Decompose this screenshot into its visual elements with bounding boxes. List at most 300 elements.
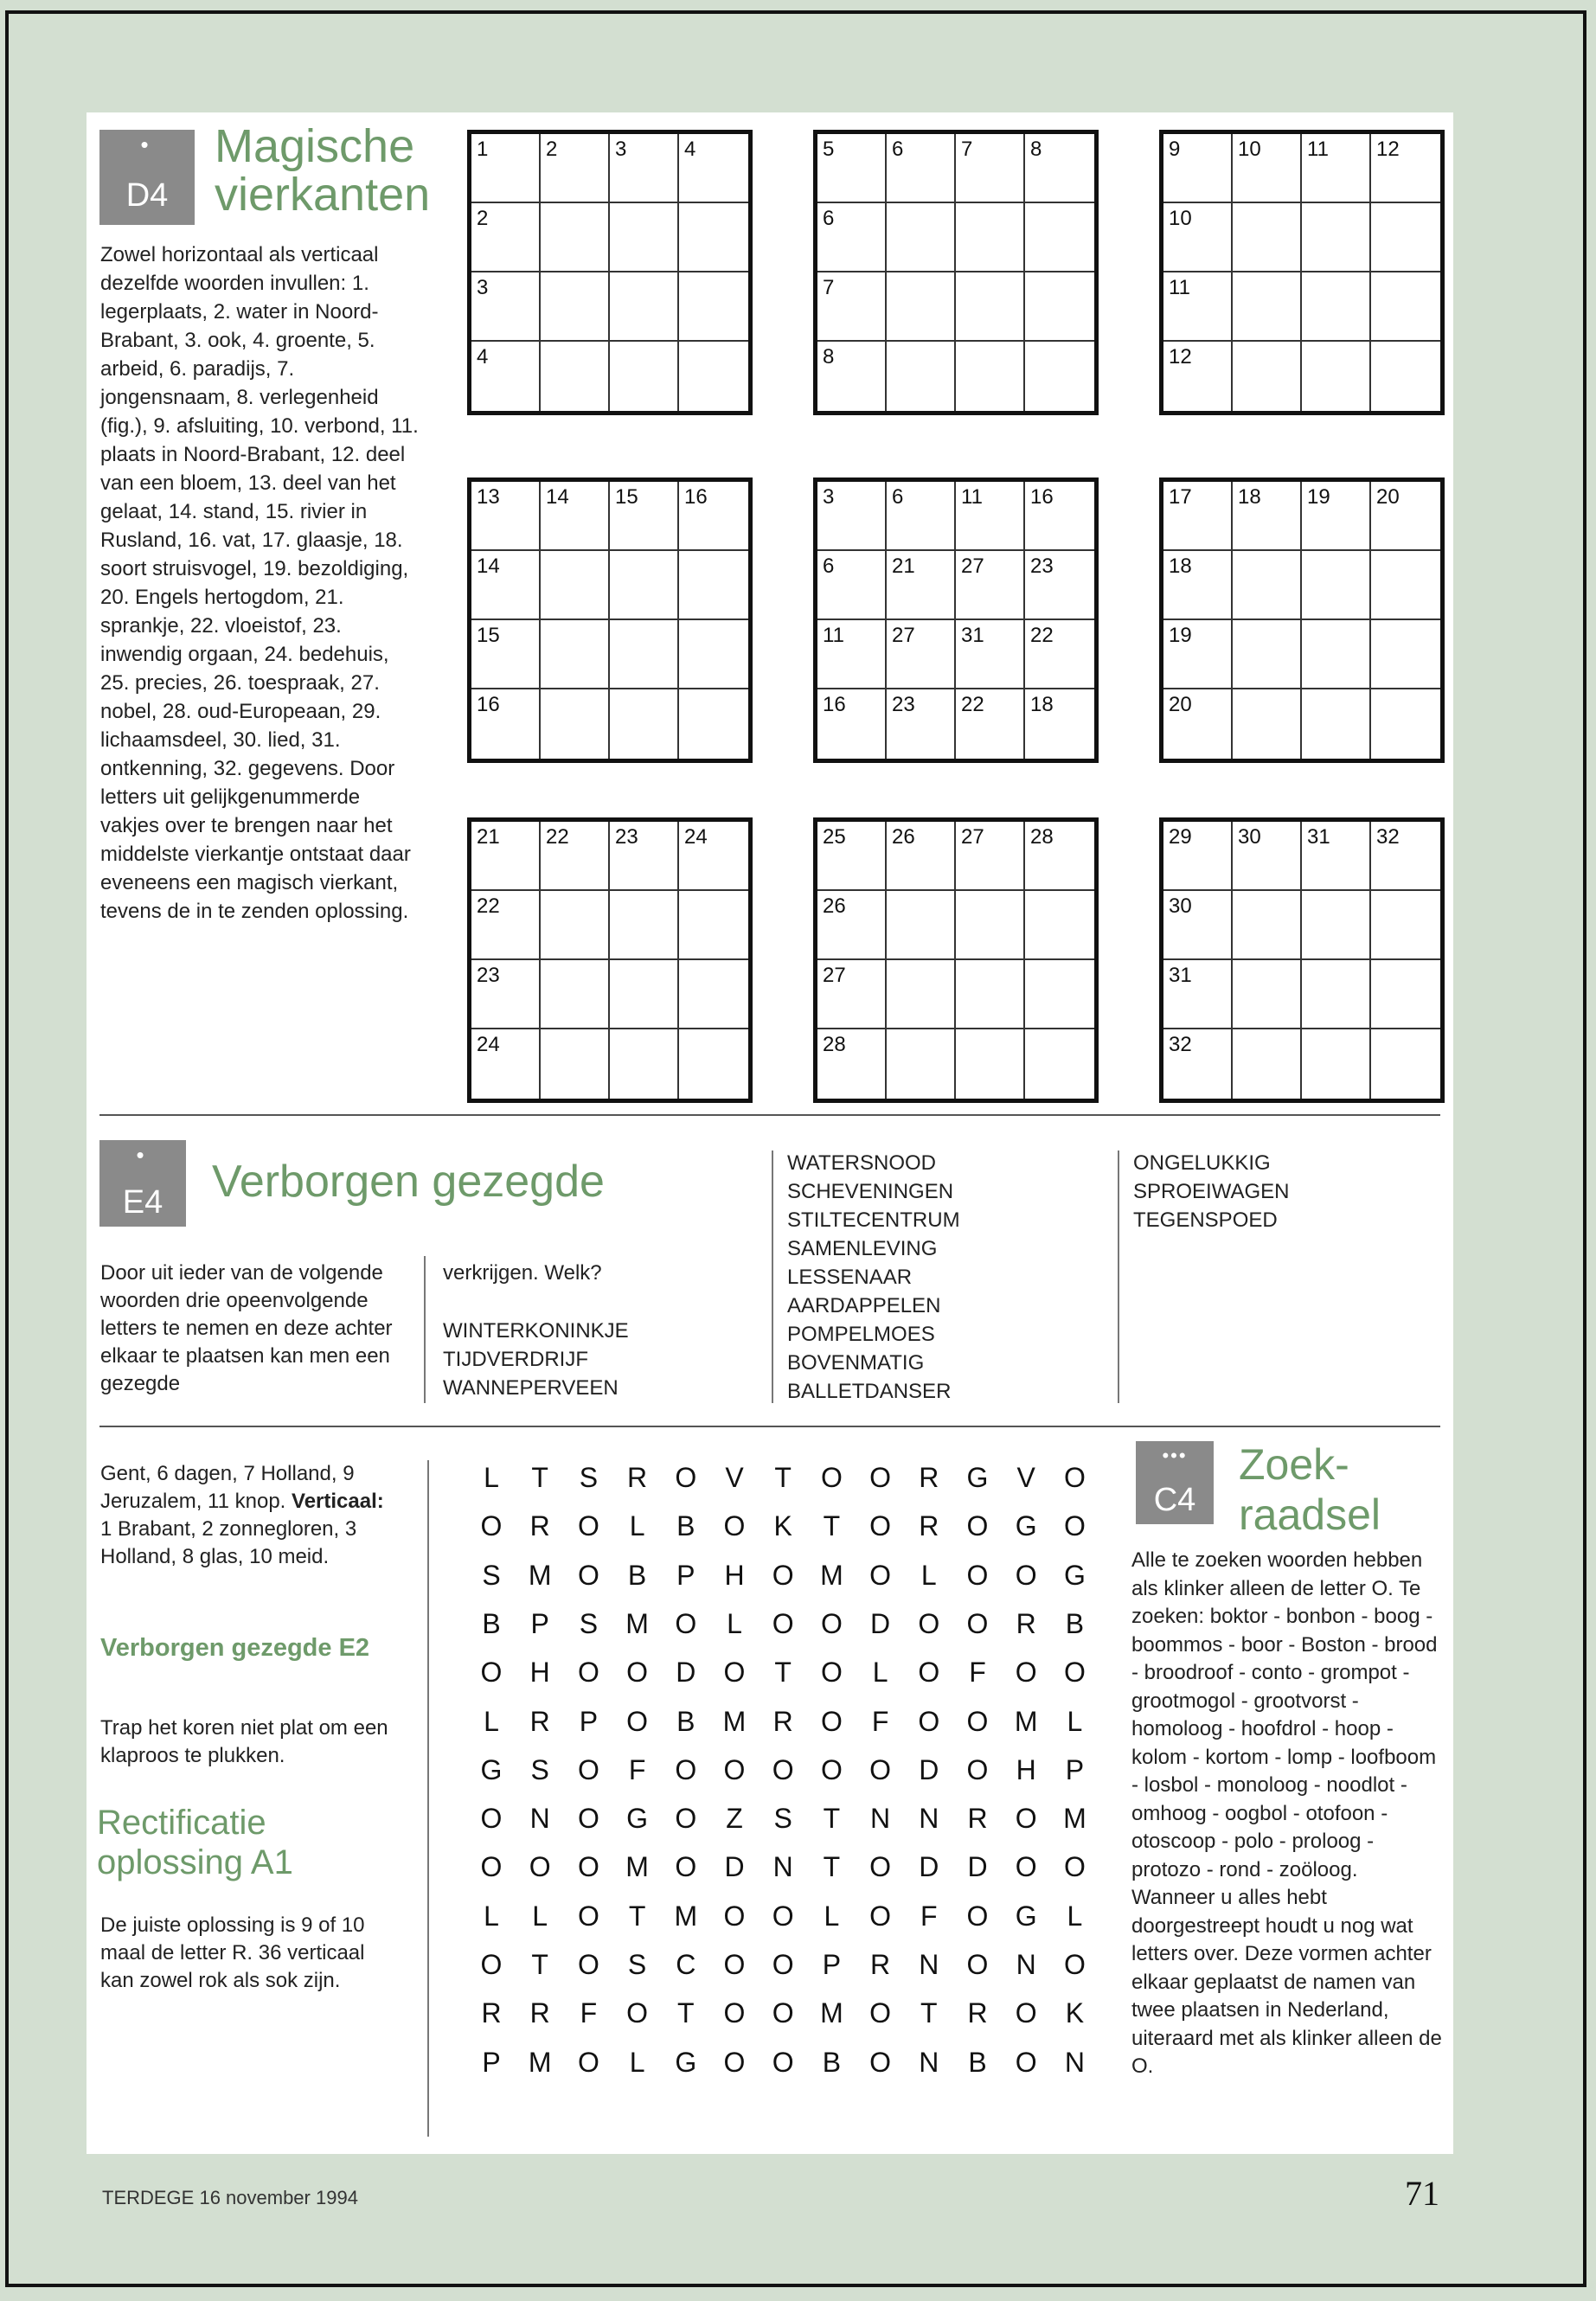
wordsearch-letter[interactable]: T — [677, 1997, 695, 2029]
grid-cell[interactable] — [956, 822, 1025, 891]
grid-cell[interactable] — [1025, 891, 1094, 960]
wordsearch-letter[interactable]: O — [577, 1851, 599, 1883]
wordsearch-letter[interactable]: O — [626, 1657, 649, 1689]
grid-cell[interactable] — [610, 891, 679, 960]
wordsearch-letter[interactable]: T — [628, 1900, 646, 1932]
wordsearch-letter[interactable]: B — [482, 1607, 501, 1639]
wordsearch-letter[interactable]: F — [920, 1900, 938, 1932]
wordsearch-letter[interactable]: O — [966, 1900, 989, 1932]
wordsearch-letter[interactable]: L — [1067, 1705, 1083, 1737]
grid-cell[interactable] — [1025, 482, 1094, 551]
grid-cell[interactable] — [1025, 689, 1094, 759]
grid-cell[interactable] — [1163, 620, 1233, 689]
wordsearch-letter[interactable]: D — [919, 1753, 939, 1785]
grid-cell[interactable] — [679, 689, 748, 759]
wordsearch-letter[interactable]: R — [919, 1462, 939, 1493]
grid-cell[interactable] — [679, 272, 748, 342]
wordsearch-letter[interactable]: L — [484, 1462, 499, 1493]
wordsearch-letter[interactable]: O — [820, 1753, 843, 1785]
wordsearch-letter[interactable]: T — [823, 1851, 841, 1883]
grid-cell[interactable] — [610, 822, 679, 891]
grid-cell[interactable] — [887, 342, 956, 411]
grid-cell[interactable] — [887, 620, 956, 689]
grid-cell[interactable] — [1163, 891, 1233, 960]
grid-cell[interactable] — [471, 203, 541, 272]
wordsearch-letter[interactable]: V — [1016, 1462, 1035, 1493]
wordsearch-letter[interactable]: O — [577, 2046, 599, 2078]
grid-cell[interactable] — [1371, 689, 1440, 759]
grid-cell[interactable] — [817, 620, 887, 689]
grid-cell[interactable] — [817, 134, 887, 203]
wordsearch-letter[interactable]: O — [577, 1657, 599, 1689]
wordsearch-letter[interactable]: O — [966, 1949, 989, 1980]
grid-cell[interactable] — [541, 960, 610, 1029]
wordsearch-letter[interactable]: O — [577, 1753, 599, 1785]
wordsearch-letter[interactable]: O — [772, 1900, 794, 1932]
grid-cell[interactable] — [1025, 342, 1094, 411]
wordsearch-letter[interactable]: O — [966, 1559, 989, 1591]
wordsearch-letter[interactable]: O — [675, 1753, 697, 1785]
grid-cell[interactable] — [1233, 134, 1302, 203]
wordsearch-letter[interactable]: O — [480, 1851, 503, 1883]
grid-cell[interactable] — [1302, 203, 1371, 272]
grid-cell[interactable] — [541, 342, 610, 411]
wordsearch-letter[interactable]: L — [872, 1657, 888, 1689]
wordsearch-letter[interactable]: O — [1063, 1657, 1086, 1689]
grid-cell[interactable] — [956, 1029, 1025, 1099]
wordsearch-letter[interactable]: K — [773, 1510, 792, 1542]
grid-cell[interactable] — [1233, 689, 1302, 759]
wordsearch-letter[interactable]: O — [772, 1753, 794, 1785]
wordsearch-letter[interactable]: N — [529, 1803, 550, 1835]
wordsearch-letter[interactable]: P — [482, 2046, 501, 2078]
grid-cell[interactable] — [1302, 822, 1371, 891]
grid-cell[interactable] — [471, 134, 541, 203]
grid-cell[interactable] — [1163, 822, 1233, 891]
grid-cell[interactable] — [1302, 272, 1371, 342]
grid-cell[interactable] — [956, 620, 1025, 689]
grid-cell[interactable] — [1025, 551, 1094, 620]
wordsearch-letter[interactable]: G — [1015, 1900, 1037, 1932]
wordsearch-letter[interactable]: O — [820, 1657, 843, 1689]
grid-cell[interactable] — [817, 342, 887, 411]
grid-cell[interactable] — [471, 272, 541, 342]
grid-cell[interactable] — [1163, 272, 1233, 342]
grid-cell[interactable] — [1163, 1029, 1233, 1099]
wordsearch-letter[interactable]: O — [869, 1462, 892, 1493]
grid-cell[interactable] — [610, 1029, 679, 1099]
grid-cell[interactable] — [817, 551, 887, 620]
wordsearch-letter[interactable]: T — [823, 1803, 841, 1835]
wordsearch-letter[interactable]: O — [480, 1949, 503, 1980]
grid-cell[interactable] — [610, 272, 679, 342]
grid-cell[interactable] — [1371, 342, 1440, 411]
grid-cell[interactable] — [1371, 134, 1440, 203]
grid-cell[interactable] — [471, 482, 541, 551]
grid-cell[interactable] — [817, 689, 887, 759]
wordsearch-letter[interactable]: S — [482, 1559, 501, 1591]
grid-cell[interactable] — [1371, 272, 1440, 342]
wordsearch-letter[interactable]: L — [920, 1559, 937, 1591]
wordsearch-letter[interactable]: O — [1015, 1559, 1037, 1591]
grid-cell[interactable] — [471, 342, 541, 411]
grid-cell[interactable] — [541, 689, 610, 759]
wordsearch-letter[interactable]: T — [774, 1657, 792, 1689]
grid-cell[interactable] — [1371, 620, 1440, 689]
wordsearch-letter[interactable]: S — [579, 1462, 599, 1493]
wordsearch-letter[interactable]: O — [1015, 1657, 1037, 1689]
wordsearch-letter[interactable]: R — [481, 1997, 502, 2029]
grid-cell[interactable] — [471, 620, 541, 689]
wordsearch-letter[interactable]: O — [1063, 1949, 1086, 1980]
wordsearch-letter[interactable]: O — [966, 1753, 989, 1785]
wordsearch-letter[interactable]: O — [772, 2046, 794, 2078]
wordsearch-letter[interactable]: L — [484, 1705, 499, 1737]
wordsearch-letter[interactable]: L — [824, 1900, 840, 1932]
wordsearch-letter[interactable]: V — [725, 1462, 744, 1493]
wordsearch-letter[interactable]: N — [772, 1851, 793, 1883]
grid-cell[interactable] — [1233, 891, 1302, 960]
wordsearch-letter[interactable]: L — [629, 2046, 645, 2078]
grid-cell[interactable] — [887, 822, 956, 891]
wordsearch-letter[interactable]: O — [480, 1510, 503, 1542]
grid-cell[interactable] — [956, 134, 1025, 203]
wordsearch-letter[interactable]: O — [577, 1949, 599, 1980]
grid-cell[interactable] — [471, 1029, 541, 1099]
wordsearch-letter[interactable]: H — [724, 1559, 745, 1591]
grid-cell[interactable] — [817, 960, 887, 1029]
wordsearch-letter[interactable]: M — [528, 1559, 552, 1591]
wordsearch-letter[interactable]: N — [1016, 1949, 1036, 1980]
grid-cell[interactable] — [541, 203, 610, 272]
grid-cell[interactable] — [610, 482, 679, 551]
grid-cell[interactable] — [1371, 482, 1440, 551]
wordsearch-letter[interactable]: T — [920, 1997, 938, 2029]
wordsearch-letter[interactable]: C — [676, 1949, 696, 1980]
grid-cell[interactable] — [1163, 134, 1233, 203]
wordsearch-letter[interactable]: P — [822, 1949, 842, 1980]
wordsearch-letter[interactable]: R — [919, 1510, 939, 1542]
wordsearch-letter[interactable]: G — [626, 1803, 649, 1835]
grid-cell[interactable] — [817, 822, 887, 891]
wordsearch-letter[interactable]: O — [869, 2046, 892, 2078]
grid-cell[interactable] — [610, 551, 679, 620]
grid-cell[interactable] — [610, 960, 679, 1029]
wordsearch-letter[interactable]: R — [627, 1462, 648, 1493]
wordsearch-letter[interactable]: O — [869, 1559, 892, 1591]
wordsearch-letter[interactable]: O — [577, 1900, 599, 1932]
wordsearch-letter[interactable]: O — [723, 1510, 746, 1542]
grid-cell[interactable] — [1302, 689, 1371, 759]
wordsearch-letter[interactable]: S — [627, 1949, 647, 1980]
wordsearch-letter[interactable]: R — [529, 1705, 550, 1737]
wordsearch-letter[interactable]: B — [968, 2046, 987, 2078]
wordsearch-letter[interactable]: P — [1065, 1753, 1085, 1785]
grid-cell[interactable] — [1233, 551, 1302, 620]
grid-cell[interactable] — [679, 482, 748, 551]
grid-cell[interactable] — [817, 272, 887, 342]
wordsearch-letter[interactable]: R — [870, 1949, 891, 1980]
wordsearch-letter[interactable]: M — [722, 1705, 747, 1737]
grid-cell[interactable] — [541, 272, 610, 342]
grid-cell[interactable] — [1302, 134, 1371, 203]
grid-cell[interactable] — [1233, 960, 1302, 1029]
wordsearch-letter[interactable]: O — [480, 1657, 503, 1689]
grid-cell[interactable] — [541, 551, 610, 620]
grid-cell[interactable] — [1233, 620, 1302, 689]
grid-cell[interactable] — [1302, 1029, 1371, 1099]
wordsearch-letter[interactable]: L — [1067, 1900, 1083, 1932]
grid-cell[interactable] — [1371, 551, 1440, 620]
wordsearch-letter[interactable]: O — [772, 1949, 794, 1980]
grid-cell[interactable] — [1371, 960, 1440, 1029]
wordsearch-letter[interactable]: O — [723, 1753, 746, 1785]
wordsearch-letter[interactable]: D — [870, 1607, 891, 1639]
wordsearch-letter[interactable]: R — [772, 1705, 793, 1737]
grid-cell[interactable] — [471, 891, 541, 960]
wordsearch-letter[interactable]: O — [480, 1803, 503, 1835]
grid-cell[interactable] — [679, 1029, 748, 1099]
wordsearch-letter[interactable]: O — [675, 1607, 697, 1639]
wordsearch-letter[interactable]: G — [966, 1462, 989, 1493]
wordsearch-letter[interactable]: M — [820, 1559, 843, 1591]
wordsearch-letter[interactable]: O — [1063, 1462, 1086, 1493]
grid-cell[interactable] — [1371, 203, 1440, 272]
grid-cell[interactable] — [817, 891, 887, 960]
grid-cell[interactable] — [610, 203, 679, 272]
wordsearch-letter[interactable]: D — [724, 1851, 745, 1883]
wordsearch-letter[interactable]: O — [918, 1657, 940, 1689]
wordsearch-letter[interactable]: B — [822, 2046, 842, 2078]
wordsearch-letter[interactable]: O — [772, 1997, 794, 2029]
wordsearch-letter[interactable]: O — [869, 1997, 892, 2029]
grid-cell[interactable] — [679, 134, 748, 203]
grid-cell[interactable] — [541, 891, 610, 960]
wordsearch-letter[interactable]: O — [1015, 1803, 1037, 1835]
grid-cell[interactable] — [817, 1029, 887, 1099]
grid-cell[interactable] — [471, 960, 541, 1029]
grid-cell[interactable] — [956, 551, 1025, 620]
grid-cell[interactable] — [1025, 960, 1094, 1029]
grid-cell[interactable] — [679, 960, 748, 1029]
wordsearch-letter[interactable]: O — [723, 1657, 746, 1689]
grid-cell[interactable] — [887, 551, 956, 620]
grid-cell[interactable] — [541, 822, 610, 891]
wordsearch-letter[interactable]: O — [723, 2046, 746, 2078]
wordsearch-letter[interactable]: O — [675, 1462, 697, 1493]
grid-cell[interactable] — [1233, 482, 1302, 551]
wordsearch-letter[interactable]: O — [675, 1851, 697, 1883]
wordsearch-letter[interactable]: O — [529, 1851, 551, 1883]
grid-cell[interactable] — [679, 822, 748, 891]
grid-cell[interactable] — [1163, 482, 1233, 551]
wordsearch-letter[interactable]: B — [676, 1510, 695, 1542]
grid-cell[interactable] — [541, 620, 610, 689]
wordsearch-letter[interactable]: O — [626, 1997, 649, 2029]
grid-cell[interactable] — [610, 620, 679, 689]
wordsearch-letter[interactable]: N — [919, 1803, 939, 1835]
wordsearch-letter[interactable]: H — [529, 1657, 550, 1689]
wordsearch-letter[interactable]: L — [727, 1607, 742, 1639]
grid-cell[interactable] — [956, 960, 1025, 1029]
grid-cell[interactable] — [887, 203, 956, 272]
grid-cell[interactable] — [956, 689, 1025, 759]
grid-cell[interactable] — [471, 689, 541, 759]
wordsearch-letter[interactable]: G — [480, 1753, 503, 1785]
wordsearch-letter[interactable]: R — [1016, 1607, 1036, 1639]
wordsearch-letter[interactable]: O — [577, 1803, 599, 1835]
wordsearch-letter[interactable]: N — [870, 1803, 891, 1835]
wordsearch-letter[interactable]: M — [528, 2046, 552, 2078]
grid-cell[interactable] — [887, 134, 956, 203]
wordsearch-letter[interactable]: O — [869, 1753, 892, 1785]
grid-cell[interactable] — [1233, 203, 1302, 272]
wordsearch-letter[interactable]: O — [772, 1559, 794, 1591]
grid-cell[interactable] — [1302, 620, 1371, 689]
grid-cell[interactable] — [1025, 822, 1094, 891]
wordsearch-letter[interactable]: M — [625, 1851, 649, 1883]
grid-cell[interactable] — [1163, 551, 1233, 620]
wordsearch-letter[interactable]: O — [966, 1705, 989, 1737]
wordsearch-letter[interactable]: D — [919, 1851, 939, 1883]
wordsearch-letter[interactable]: T — [823, 1510, 841, 1542]
wordsearch-letter[interactable]: B — [1065, 1607, 1085, 1639]
wordsearch-letter[interactable]: O — [1015, 1851, 1037, 1883]
wordsearch-letter[interactable]: N — [919, 2046, 939, 2078]
wordsearch-letter[interactable]: O — [723, 1949, 746, 1980]
grid-cell[interactable] — [1371, 891, 1440, 960]
grid-cell[interactable] — [610, 134, 679, 203]
grid-cell[interactable] — [1302, 482, 1371, 551]
wordsearch-letter[interactable]: G — [1063, 1559, 1086, 1591]
grid-cell[interactable] — [471, 551, 541, 620]
wordsearch-letter[interactable]: O — [577, 1559, 599, 1591]
wordsearch-letter[interactable]: O — [820, 1705, 843, 1737]
wordsearch-letter[interactable]: O — [869, 1851, 892, 1883]
wordsearch-letter[interactable]: R — [529, 1510, 550, 1542]
grid-cell[interactable] — [1025, 272, 1094, 342]
wordsearch-letter[interactable]: S — [579, 1607, 599, 1639]
wordsearch-letter[interactable]: T — [774, 1462, 792, 1493]
grid-cell[interactable] — [1302, 891, 1371, 960]
grid-cell[interactable] — [541, 1029, 610, 1099]
grid-cell[interactable] — [817, 482, 887, 551]
wordsearch-letter[interactable]: B — [676, 1705, 695, 1737]
wordsearch-letter[interactable]: T — [531, 1949, 548, 1980]
grid-cell[interactable] — [1163, 203, 1233, 272]
grid-cell[interactable] — [1233, 342, 1302, 411]
grid-cell[interactable] — [679, 551, 748, 620]
wordsearch-letter[interactable]: P — [530, 1607, 549, 1639]
grid-cell[interactable] — [887, 689, 956, 759]
wordsearch-letter[interactable]: M — [674, 1900, 698, 1932]
wordsearch-letter[interactable]: D — [967, 1851, 988, 1883]
wordsearch-letter[interactable]: D — [676, 1657, 696, 1689]
wordsearch-letter[interactable]: R — [967, 1803, 988, 1835]
grid-cell[interactable] — [1233, 822, 1302, 891]
wordsearch-letter[interactable]: O — [772, 1607, 794, 1639]
wordsearch-letter[interactable]: M — [1063, 1803, 1086, 1835]
grid-cell[interactable] — [610, 689, 679, 759]
wordsearch-letter[interactable]: Z — [726, 1803, 743, 1835]
grid-cell[interactable] — [887, 482, 956, 551]
wordsearch-letter[interactable]: L — [484, 1900, 499, 1932]
wordsearch-letter[interactable]: G — [1015, 1510, 1037, 1542]
grid-cell[interactable] — [541, 482, 610, 551]
wordsearch-letter[interactable]: M — [820, 1997, 843, 2029]
wordsearch-letter[interactable]: M — [1014, 1705, 1038, 1737]
grid-cell[interactable] — [1163, 689, 1233, 759]
grid-cell[interactable] — [1371, 1029, 1440, 1099]
grid-cell[interactable] — [956, 272, 1025, 342]
wordsearch-letter[interactable]: B — [627, 1559, 647, 1591]
wordsearch-letter[interactable]: F — [580, 1997, 598, 2029]
wordsearch-letter[interactable]: O — [918, 1607, 940, 1639]
grid-cell[interactable] — [1025, 1029, 1094, 1099]
wordsearch-letter[interactable]: R — [529, 1997, 550, 2029]
wordsearch-letter[interactable]: R — [967, 1997, 988, 2029]
grid-cell[interactable] — [1302, 342, 1371, 411]
grid-cell[interactable] — [610, 342, 679, 411]
wordsearch-letter[interactable]: H — [1016, 1753, 1036, 1785]
grid-cell[interactable] — [887, 1029, 956, 1099]
wordsearch-letter[interactable]: M — [625, 1607, 649, 1639]
wordsearch-letter[interactable]: O — [626, 1705, 649, 1737]
grid-cell[interactable] — [887, 272, 956, 342]
wordsearch-letter[interactable]: N — [919, 1949, 939, 1980]
wordsearch-letter[interactable]: O — [966, 1607, 989, 1639]
wordsearch-letter[interactable]: P — [676, 1559, 695, 1591]
grid-cell[interactable] — [1163, 342, 1233, 411]
wordsearch-letter[interactable]: O — [723, 1900, 746, 1932]
wordsearch-letter[interactable]: O — [820, 1607, 843, 1639]
wordsearch-letter[interactable]: O — [1063, 1851, 1086, 1883]
grid-cell[interactable] — [471, 822, 541, 891]
wordsearch-letter[interactable]: F — [628, 1753, 646, 1785]
wordsearch-letter[interactable]: O — [1015, 1997, 1037, 2029]
grid-cell[interactable] — [679, 203, 748, 272]
grid-cell[interactable] — [679, 891, 748, 960]
wordsearch-letter[interactable]: O — [966, 1510, 989, 1542]
wordsearch-letter[interactable]: O — [1015, 2046, 1037, 2078]
grid-cell[interactable] — [1233, 272, 1302, 342]
wordsearch-letter[interactable]: O — [1063, 1510, 1086, 1542]
grid-cell[interactable] — [1025, 134, 1094, 203]
grid-cell[interactable] — [541, 134, 610, 203]
wordsearch-letter[interactable]: F — [871, 1705, 889, 1737]
grid-cell[interactable] — [956, 342, 1025, 411]
wordsearch-letter[interactable]: G — [675, 2046, 697, 2078]
wordsearch-letter[interactable]: O — [869, 1900, 892, 1932]
wordsearch-letter[interactable]: O — [723, 1997, 746, 2029]
grid-cell[interactable] — [679, 620, 748, 689]
grid-cell[interactable] — [1371, 822, 1440, 891]
wordsearch-letter[interactable]: O — [918, 1705, 940, 1737]
wordsearch-letter[interactable]: N — [1064, 2046, 1085, 2078]
wordsearch-letter[interactable]: O — [820, 1462, 843, 1493]
wordsearch-letter[interactable]: L — [532, 1900, 548, 1932]
grid-cell[interactable] — [1025, 203, 1094, 272]
grid-cell[interactable] — [887, 960, 956, 1029]
grid-cell[interactable] — [1302, 551, 1371, 620]
wordsearch-letter[interactable]: P — [579, 1705, 599, 1737]
grid-cell[interactable] — [956, 203, 1025, 272]
wordsearch-letter[interactable]: O — [675, 1803, 697, 1835]
wordsearch-letter[interactable]: F — [969, 1657, 986, 1689]
wordsearch-letter[interactable]: O — [869, 1510, 892, 1542]
grid-cell[interactable] — [956, 891, 1025, 960]
grid-cell[interactable] — [887, 891, 956, 960]
